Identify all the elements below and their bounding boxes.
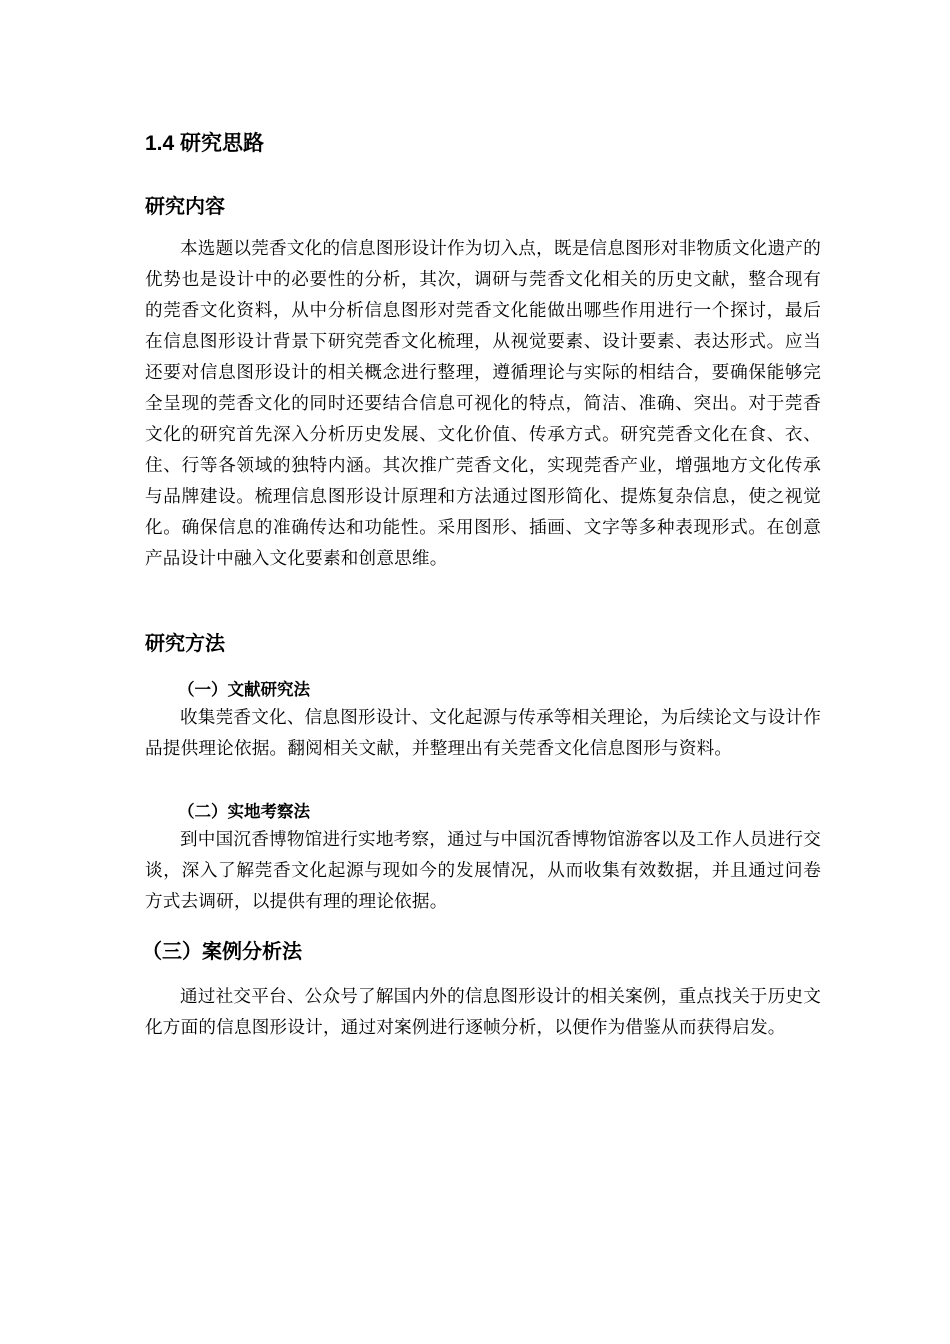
method-title-fieldwork: （二）实地考察法 xyxy=(178,802,310,821)
method-title-case-study: （三）案例分析法 xyxy=(142,939,302,963)
method-paragraph-fieldwork: 到中国沉香博物馆进行实地考察，通过与中国沉香博物馆游客以及工作人员进行交谈，深入了解莞香文化起源与现如今的发展情况，从而收集有效数据，并且通过问卷方式去调研，以提供有理的理论依据。 xyxy=(145,830,821,912)
method-paragraph-literature: 收集莞香文化、信息图形设计、文化起源与传承等相关理论，为后续论文与设计作品提供理论依据。翻阅相关文献，并整理出有关莞香文化信息图形与资料。 xyxy=(145,708,821,759)
content-heading: 研究内容 xyxy=(145,194,225,218)
section-title: 1.4 研究思路 xyxy=(145,132,265,155)
methods-heading: 研究方法 xyxy=(145,631,225,655)
method-paragraph-case-study: 通过社交平台、公众号了解国内外的信息图形设计的相关案例，重点找关于历史文化方面的信息图形设计，通过对案例进行逐帧分析，以便作为借鉴从而获得启发。 xyxy=(145,987,821,1038)
content-paragraph: 本选题以莞香文化的信息图形设计作为切入点，既是信息图形对非物质文化遗产的优势也是设计中的必要性的分析，其次，调研与莞香文化相关的历史文献，整合现有的莞香文化资料，从中分析信息图形对莞香文化能做出哪些作用进行一个探讨，最后在信息图形设计背景下研究莞香文化梳理，从视觉要素、设计要素、表达形式。应当还要对信息图形设计的相关概念进行整理，遵循理论与实际的相结合，要确保能够完全呈现的莞香文化的同时还要结合信息可视化的特点，简洁、准确、突出。对于莞香文化的研究首先深入分析历史发展、文化价值、传承方式。研究莞香文化在食、衣、住、行等各领域的独特内涵。其次推广莞香文化，实现莞香产业，增强地方文化传承与品牌建设。梳理信息图形设计原理和方法通过图形简化、提炼复杂信息，使之视觉化。确保信息的准确传达和功能性。采用图形、插画、文字等多种表现形式。在创意产品设计中融入文化要素和创意思维。 xyxy=(145,239,821,569)
method-title-literature: （一）文献研究法 xyxy=(178,680,310,699)
